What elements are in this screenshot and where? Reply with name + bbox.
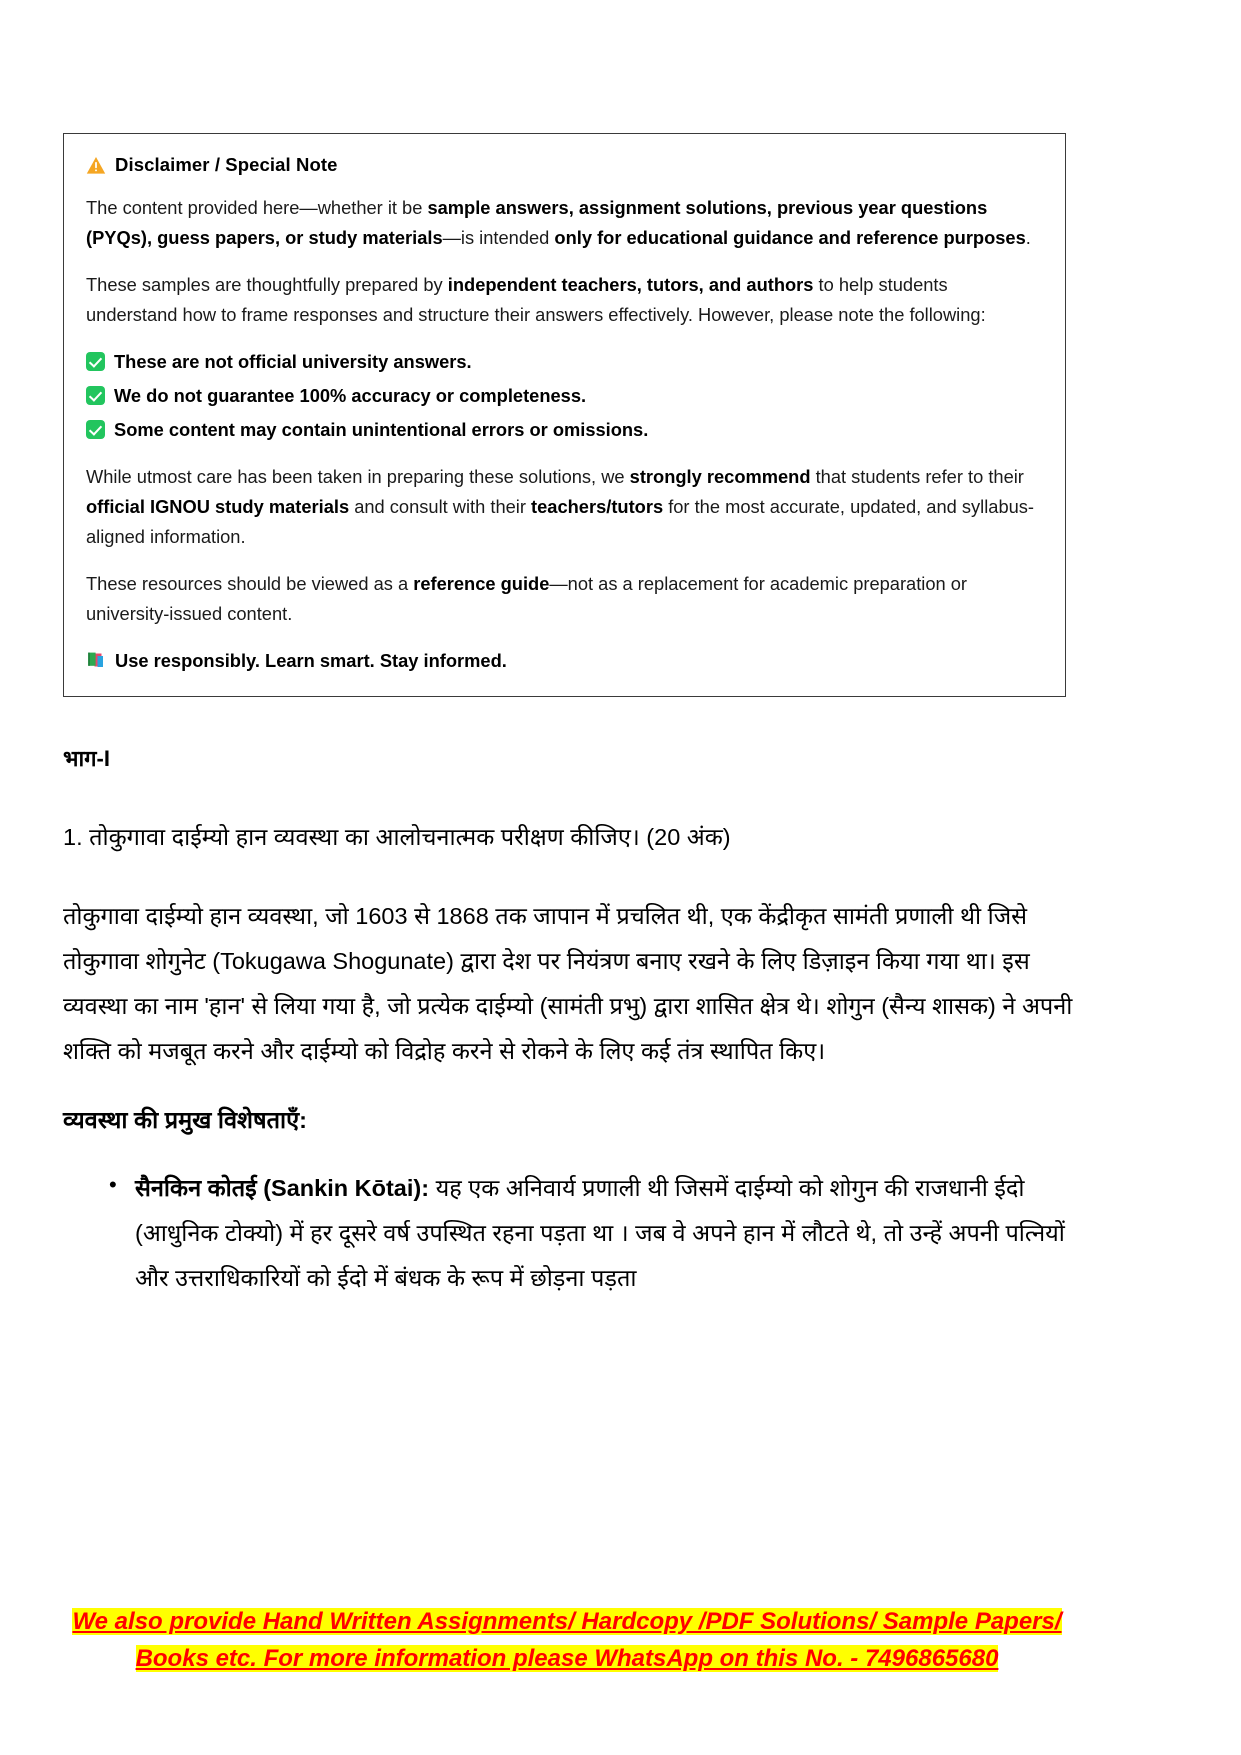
check-item-label: We do not guarantee 100% accuracy or completeness. [114, 384, 587, 406]
features-sub-heading: व्यवस्था की प्रमुख विशेषताएँ: [63, 1107, 307, 1134]
check-item-label: Some content may contain unintentional errors or omissions. [114, 418, 649, 440]
check-mark-icon [86, 420, 105, 439]
p4-part-a: These resources should be viewed as a [86, 573, 414, 595]
books-icon [86, 650, 106, 670]
p4-part-b: reference guide [413, 573, 550, 595]
p2-part-b: independent teachers, tutors, and authors [447, 274, 814, 296]
promo-footer-line-2: Books etc. For more information please WhatsApp on this No. - 7496865680 [135, 1645, 999, 1673]
use-responsibly-text: Use responsibly. Learn smart. Stay informed. [115, 649, 507, 671]
disclaimer-paragraph-3 [86, 462, 1043, 551]
p1-part-d: only for educational guidance and reference purposes [554, 226, 1026, 248]
p1-part-e: . [1025, 226, 1031, 248]
disclaimer-paragraph-2 [86, 270, 1043, 329]
bullet-text: यह एक अनिवार्य प्रणाली थी जिसमें दाईम्यो को शोगुन की राजधानी ईदो (आधुनिक टोक्यो) में हर दूसरे वर्ष उपस्थित रहना पड़ता था । जब वे अपने हान में लौटते थे, तो उन्हें अपनी पत्नियों और उत्तराधिकारियों को ईदो में बंधक के रूप में छोड़ना पड़ता [135, 1174, 1065, 1291]
disclaimer-paragraph-1 [86, 193, 1043, 252]
list-item [109, 1166, 1073, 1301]
disclaimer-title-row [86, 154, 1043, 176]
part-heading: भाग-I [63, 746, 110, 771]
features-bullet-list [63, 1166, 1073, 1301]
p3-part-d: official IGNOU study materials [86, 496, 350, 518]
p2-part-a: These samples are thoughtfully prepared by [86, 274, 448, 296]
p1-part-b: sample answers, assignment solutions, previous year questions (PYQs), guess papers, or study materials [86, 197, 988, 248]
p3-part-f: teachers/tutors [531, 496, 664, 518]
disclaimer-paragraph-4 [86, 569, 1043, 628]
list-item [86, 416, 1043, 445]
promo-footer-line-1: We also provide Hand Written Assignments/ Hardcopy /PDF Solutions/ Sample Papers/ [72, 1608, 1062, 1635]
p1-part-c: —is intended [442, 226, 555, 248]
promo-footer-row-1 [63, 1603, 1071, 1640]
p3-part-g: for the most accurate, updated, and syllabus-aligned information. [86, 496, 1035, 547]
p4-part-c: —not as a replacement for academic preparation or university-issued content. [86, 573, 968, 625]
p1-part-a: The content provided here—whether it be [86, 197, 428, 219]
check-item-label: These are not official university answers. [114, 350, 472, 372]
question-text: 1. तोकुगावा दाईम्यो हान व्यवस्था का आलोचनात्मक परीक्षण कीजिए। (20 अंक) [63, 823, 731, 850]
p3-part-b: strongly recommend [629, 466, 811, 488]
main-content [63, 745, 1073, 1301]
p3-part-a: While utmost care has been taken in preparing these solutions, we [86, 466, 630, 488]
check-mark-icon [86, 352, 105, 371]
p2-part-c: to help students understand how to frame responses and structure their answers effectively. However, please note the following: [86, 274, 986, 326]
disclaimer-title-text: Disclaimer / Special Note [115, 154, 338, 175]
list-item [86, 382, 1043, 411]
disclaimer-check-list [86, 348, 1043, 445]
promo-footer-row-2 [63, 1640, 1071, 1677]
p3-part-e: and consult with their [349, 496, 532, 518]
warning-triangle-icon [86, 156, 106, 175]
promo-footer-banner [63, 1603, 1071, 1677]
disclaimer-box [63, 133, 1066, 697]
check-mark-icon [86, 386, 105, 405]
answer-paragraph-1: तोकुगावा दाईम्यो हान व्यवस्था, जो 1603 से 1868 तक जापान में प्रचलित थी, एक केंद्रीकृत सामंती प्रणाली थी जिसे तोकुगावा शोगुनेट (Tokugawa Shogunate) द्वारा देश पर नियंत्रण बनाए रखने के लिए डिज़ाइन किया गया था। इस व्यवस्था का नाम 'हान' से लिया गया है, जो प्रत्येक दाईम्यो (सामंती प्रभु) द्वारा शासित क्षेत्र थे। शोगुन (सैन्य शासक) ने अपनी शक्ति को मजबूत करने और दाईम्यो को विद्रोह करने से रोकने के लिए कई तंत्र स्थापित किए। [63, 902, 1073, 1064]
list-item [86, 348, 1043, 377]
use-responsibly-row [86, 647, 1043, 674]
p3-part-c: that students refer to their [810, 466, 1024, 488]
bullet-term: सैनकिन कोतई (Sankin Kōtai): [135, 1174, 430, 1201]
